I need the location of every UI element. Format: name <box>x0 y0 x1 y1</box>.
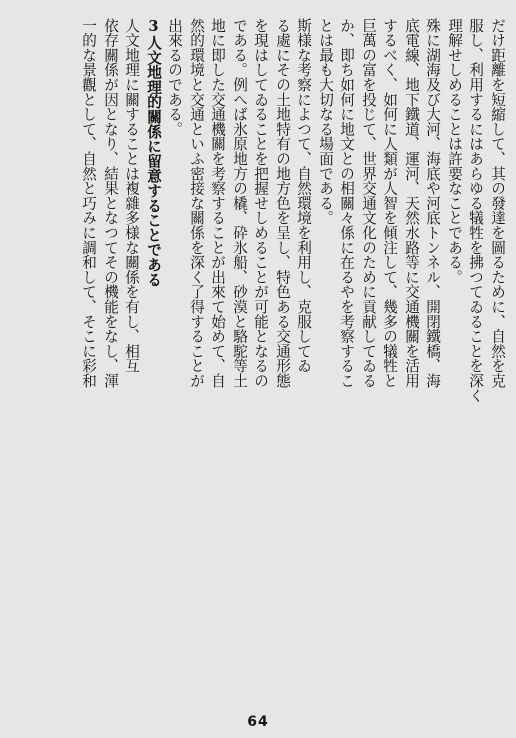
text-column-1: だけ距離を短縮して、其の發達を圖るために、自然を克 <box>489 18 506 388</box>
text-column-2: 服し、利用するにはあらゆる犠牲を拂つてゐることを深く <box>467 18 484 403</box>
text-column-7: 巨萬の富を投じて、世界交通文化のために貢献してゐる <box>360 18 377 388</box>
text-column-3: 理解せしめることは許要なことである。 <box>446 18 463 285</box>
text-column-14: 地に即した交通機關を考察することが出來て始めて、自 <box>209 18 226 388</box>
text-column-15: 然的環境と交通といふ密接な關係を深く了得することが <box>188 18 205 388</box>
text-column-11: る處にその土地特有の地方色を呈し、特色ある交通形態 <box>274 18 291 388</box>
text-column-4: 殊に湖海及び大河、海底や河底トンネル、開閉鐵橋、海 <box>424 18 441 388</box>
page-number: 64 <box>247 714 269 730</box>
text-column-10: 斯様な考察によつて、自然環境を利用し、克服してゐ <box>295 18 312 374</box>
text-column-5: 底電線、地下鐵道、運河、天然水路等に交通機關を活用 <box>403 18 420 388</box>
text-column-6: するべく、如何に人類が人智を傾注して、幾多の犠牲と <box>381 18 398 388</box>
section-heading-3: 3人文地理的關係に留意することである <box>145 18 162 287</box>
text-column-8: か、即ち如何に地文との相關々係に在るやを考察するこ <box>338 18 355 388</box>
text-column-13: である。例へば氷原地方の橇、砕氷船、砂漠と駱駝等土 <box>231 18 248 388</box>
text-column-16: 出來るのである。 <box>166 18 183 137</box>
text-column-19: 依存關係が因となり、結果となつてその機能をなし、渾 <box>102 18 119 388</box>
text-column-12: を現はしてゐることを把握せしめることが可能となるの <box>252 18 269 388</box>
text-column-18: 人文地理に關することは複雜多様な關係を有し、相互 <box>123 18 140 374</box>
text-column-20: 一的な景觀として、自然と巧みに調和して、そこに彩和 <box>80 18 97 388</box>
text-column-9: とは最も大切なる場面である。 <box>317 18 334 226</box>
